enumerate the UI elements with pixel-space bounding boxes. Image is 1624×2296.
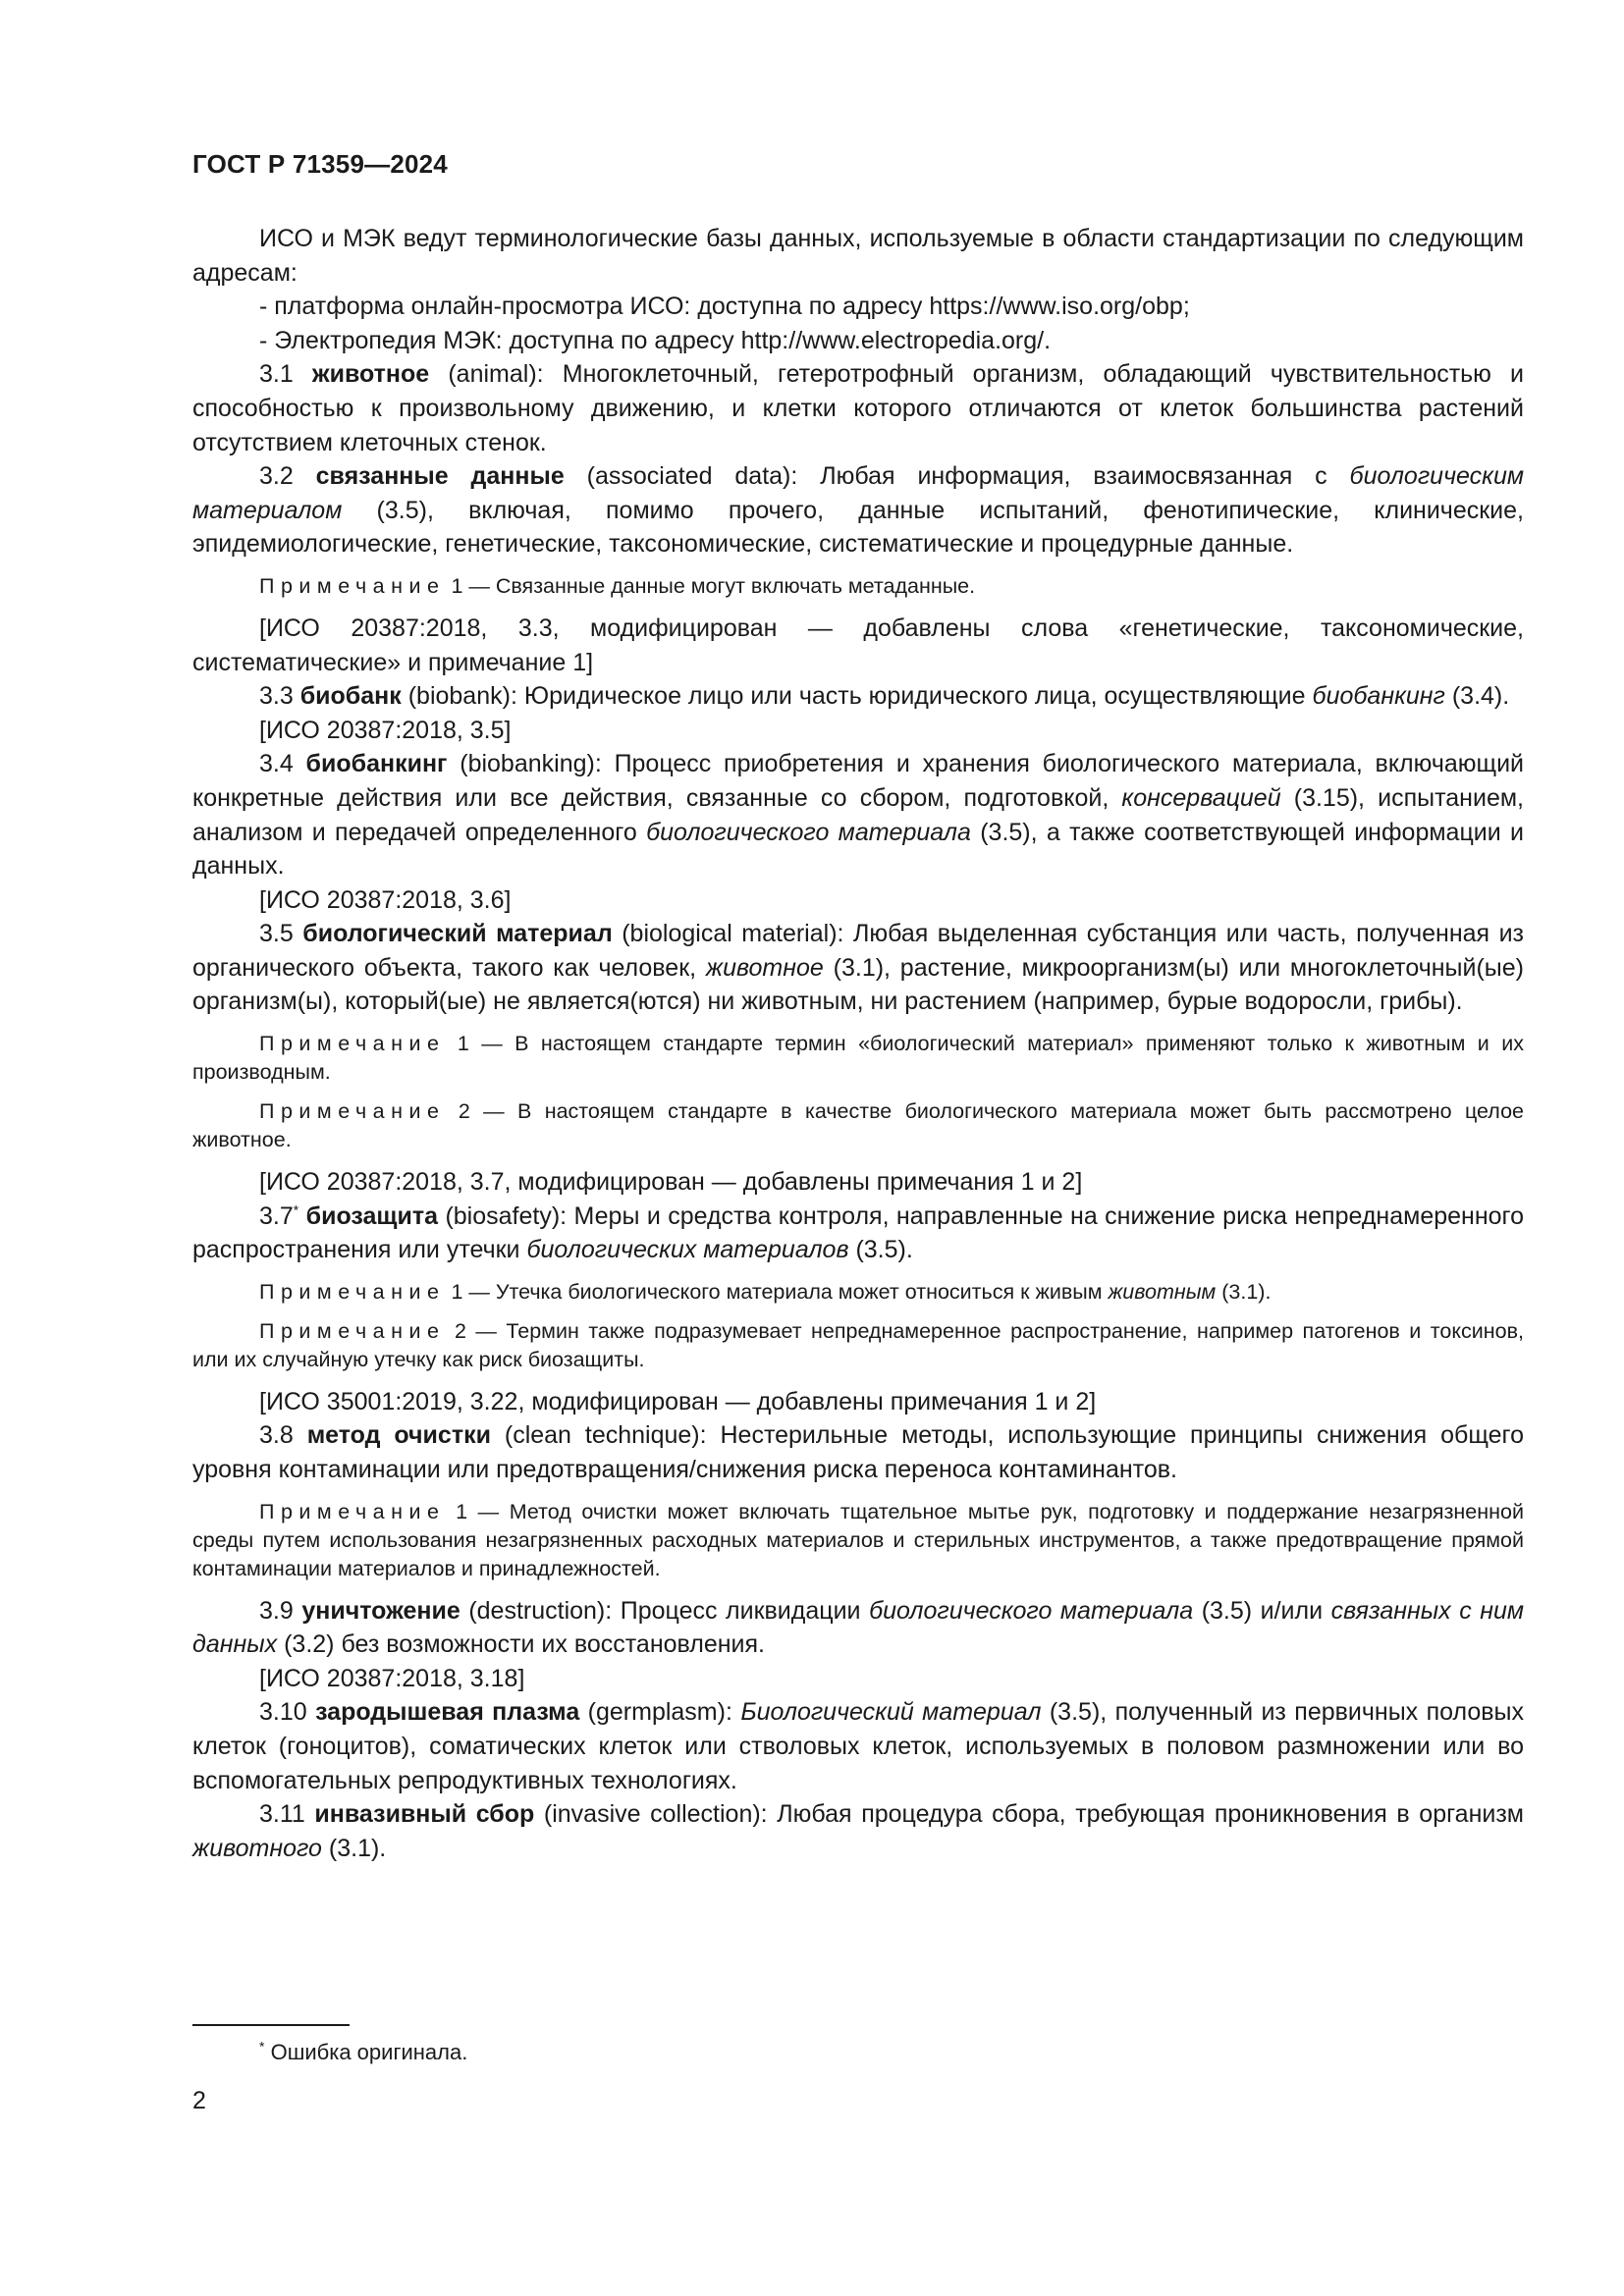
note [192, 1317, 1524, 1374]
note-text: 1 — Связанные данные могут включать метаданные. [451, 573, 976, 598]
note-text: 1 — В настоящем стандарте термин «биологический материал» применяют только к животным и их производным. [192, 1032, 1524, 1085]
term-english: (biobank): [407, 682, 517, 711]
note-text: 2 — Термин также подразумевает непреднамеренное распространение, например патогенов и токсинов, или их случайную утечку как риск биозащиты. [192, 1318, 1524, 1371]
term-number: 3.3 [259, 682, 294, 711]
footnote [259, 2040, 467, 2065]
term-number: 3.1 [259, 360, 294, 389]
note-label: Примечание [259, 1279, 446, 1304]
term-definition: (3.5), а также соответствующей информации и данных. [192, 818, 1524, 881]
term-definition: (3.1), растение, микроорганизм(ы) или многоклеточный(ые) организм(ы), который(ые) не является(ются) ни животным, ни растением (например, бурые водоросли, грибы). [192, 953, 1524, 1016]
term-number: 3.10 [259, 1698, 307, 1727]
term-number: 3.9 [259, 1596, 294, 1625]
term-name: биозащита [305, 1201, 439, 1230]
source-reference: [ИСО 35001:2019, 3.22, модифицирован — добавлены примечания 1 и 2] [259, 1387, 1097, 1415]
term-english: (clean technique): [504, 1421, 707, 1450]
term-definition: Любая выделенная субстанция или часть, полученная из органического объекта, такого как человек, [192, 920, 1525, 982]
term-definition: (3.5). [855, 1236, 913, 1264]
term-reference: Биологический материал [740, 1698, 1042, 1727]
page-number: 2 [192, 2087, 206, 2114]
source-reference: [ИСО 20387:2018, 3.18] [259, 1664, 525, 1692]
term-entry-clean-technique [192, 1418, 1524, 1486]
term-name: биобанк [299, 682, 402, 711]
term-entry-germplasm [192, 1695, 1524, 1797]
term-english: (destruction): [468, 1596, 613, 1625]
term-definition: Любая процедура сбора, требующая проникновения в организм [777, 1800, 1524, 1829]
term-english: (biobanking): [460, 750, 602, 778]
term-entry-associated-data [192, 459, 1524, 561]
note-term-reference: животным [1108, 1279, 1217, 1304]
term-entry-biological-material [192, 917, 1524, 1019]
document-header: ГОСТ Р 71359—2024 [192, 149, 448, 179]
note-text: 1 — Метод очистки может включать тщательное мытье рук, подготовку и поддержание незагрязненной среды путем использования незагрязненных расходных материалов и стерильных инструментов, а также предотвращение прямой контаминации материалов и принадлежностей. [192, 1499, 1524, 1580]
term-entry-biobank [192, 679, 1524, 714]
source-reference: [ИСО 20387:2018, 3.3, модифицирован — добавлены слова «генетические, таксономические, систематические» и примечание 1] [192, 614, 1524, 676]
term-definition: Многоклеточный, гетеротрофный организм, обладающий чувствительностью и способностью к произвольному движению, и клетки которого отличаются от клеток большинства растений отсутствием клеточных стенок. [192, 360, 1525, 456]
term-reference: животное [705, 953, 824, 982]
term-definition: (3.15), испытанием, анализом и передачей определенного [192, 783, 1524, 846]
term-reference: биологическим материалом [192, 462, 1524, 524]
term-reference: биобанкинг [1312, 682, 1445, 711]
term-entry-destruction [192, 1594, 1524, 1662]
term-name: биобанкинг [305, 750, 448, 778]
term-name: связанные данные [315, 462, 565, 491]
term-definition: Процесс приобретения и хранения биологического материала, включающий конкретные действия или все действия, связанные со сбором, подготовкой, [192, 750, 1525, 812]
term-english: (associated data): [586, 462, 798, 491]
note [192, 1278, 1524, 1307]
source-reference: [ИСО 20387:2018, 3.5] [259, 716, 512, 744]
term-entry-animal [192, 357, 1524, 459]
intro-iec-address: - Электропедия МЭК: доступна по адресу http://www.electropedia.org/. [259, 326, 1052, 354]
term-name: биологический материал [302, 920, 613, 948]
term-english: (germplasm): [587, 1698, 732, 1727]
term-english: (biological material): [622, 920, 844, 948]
term-number: 3.7 [259, 1201, 294, 1230]
term-name: уничтожение [301, 1596, 460, 1625]
source-reference: [ИСО 20387:2018, 3.6] [259, 885, 512, 914]
note [192, 572, 1524, 601]
term-entry-biobanking [192, 747, 1524, 882]
term-number: 3.2 [259, 462, 294, 491]
term-number: 3.4 [259, 750, 294, 778]
term-english: (invasive collection): [543, 1800, 768, 1829]
term-definition: (3.1). [328, 1834, 387, 1862]
term-definition: (3.5) и/или [1201, 1596, 1324, 1625]
footnote-text: Ошибка оригинала. [270, 2040, 468, 2064]
term-number: 3.5 [259, 920, 294, 948]
term-definition: (3.2) без возможности их восстановления. [284, 1630, 765, 1659]
source-reference: [ИСО 20387:2018, 3.7, модифицирован — добавлены примечания 1 и 2] [259, 1168, 1083, 1197]
term-definition: (3.5), включая, помимо прочего, данные испытаний, фенотипические, клинические, эпидемиологические, генетические, таксономические, систематические и процедурные данные. [192, 496, 1524, 559]
note-label: Примечание [259, 1318, 446, 1343]
footnote-marker: * [259, 2038, 265, 2055]
note-label: Примечание [259, 1499, 446, 1523]
term-reference: биологического материала [869, 1596, 1194, 1625]
term-definition: Процесс ликвидации [620, 1596, 861, 1625]
note-label: Примечание [259, 1032, 446, 1056]
term-name: инвазивный сбор [314, 1800, 535, 1829]
intro-iso-address: - платформа онлайн-просмотра ИСО: доступна по адресу https://www.iso.org/obp; [259, 293, 1190, 321]
document-body [192, 222, 1524, 1865]
term-number: 3.11 [259, 1800, 305, 1829]
footnote-divider [192, 2024, 350, 2026]
note [192, 1030, 1524, 1087]
term-number: 3.8 [259, 1421, 294, 1450]
term-definition: (3.4). [1451, 682, 1510, 711]
term-name: зародышевая плазма [315, 1698, 580, 1727]
intro-paragraph: ИСО и МЭК ведут терминологические базы данных, используемые в области стандартизации по следующим адресам: [192, 225, 1524, 287]
term-reference: биологического материала [646, 818, 971, 846]
term-reference: биологических материалов [526, 1236, 849, 1264]
term-definition: Юридическое лицо или часть юридического лица, осуществляющие [523, 682, 1306, 711]
note [192, 1097, 1524, 1154]
term-reference: консервацией [1121, 783, 1281, 812]
note-label: Примечание [259, 573, 446, 598]
term-name: животное [311, 360, 430, 389]
term-definition: Любая информация, взаимосвязанная с [820, 462, 1327, 491]
term-reference: связанных с ним данных [192, 1596, 1525, 1659]
term-definition: Меры и средства контроля, направленные на снижение риска непреднамеренного распространения или утечки [192, 1201, 1525, 1264]
term-definition: Нестерильные методы, использующие принципы снижения общего уровня контаминации или предотвращения/снижения риска переноса контаминантов. [192, 1421, 1524, 1484]
term-entry-biosafety [192, 1200, 1524, 1267]
note [192, 1498, 1524, 1583]
term-english: (animal): [448, 360, 544, 389]
term-name: метод очистки [306, 1421, 491, 1450]
note-label: Примечание [259, 1099, 446, 1124]
term-definition: (3.5), полученный из первичных половых клеток (гоноцитов), соматических клеток или стволовых клеток, используемых в половом размножении или во вспомогательных репродуктивных технологиях. [192, 1698, 1524, 1794]
note-text: (3.1). [1221, 1279, 1272, 1304]
term-reference: животного [192, 1834, 322, 1862]
note-text: 2 — В настоящем стандарте в качестве биологического материала может быть рассмотрено целое животное. [192, 1099, 1524, 1152]
note-text: 1 — Утечка биологического материала может относиться к живым [451, 1279, 1103, 1304]
footnote-marker: * [293, 1201, 299, 1218]
term-entry-invasive-collection [192, 1797, 1524, 1865]
term-english: (biosafety): [445, 1201, 568, 1230]
